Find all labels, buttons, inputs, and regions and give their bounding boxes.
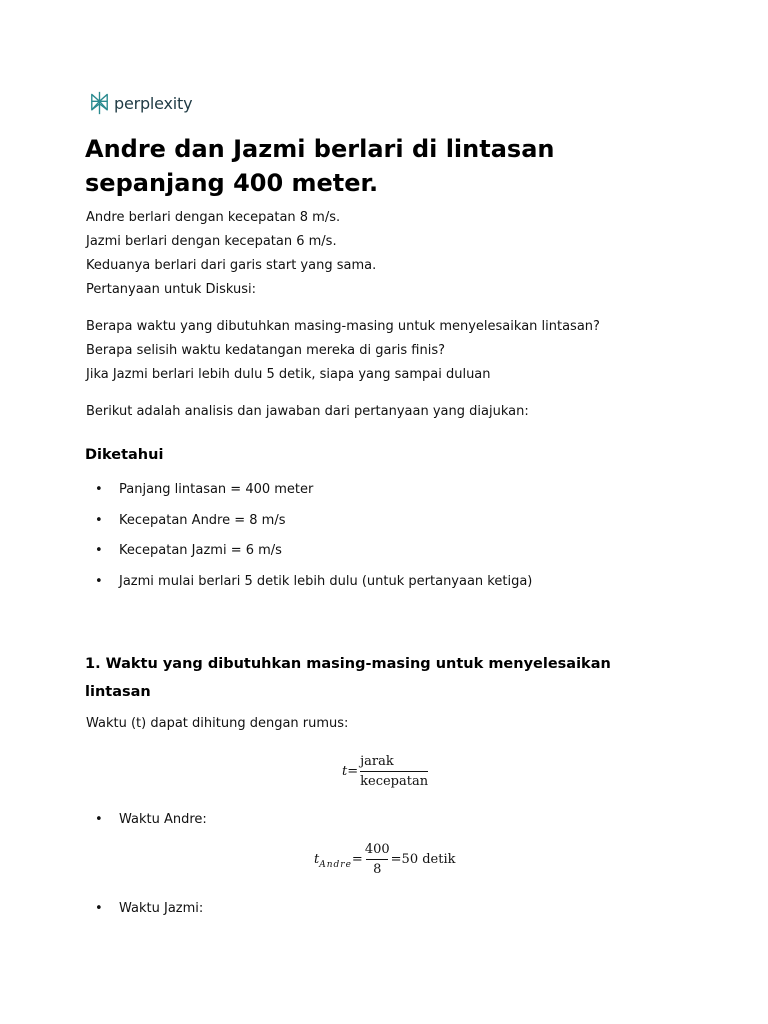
list-item: • Kecepatan Jazmi = 6 m/s bbox=[85, 541, 532, 572]
intro-line: Pertanyaan untuk Diskusi: bbox=[86, 282, 257, 297]
question-line: Jika Jazmi berlari lebih dulu 5 detik, siapa yang sampai duluan bbox=[86, 367, 491, 382]
question-line: Berapa waktu yang dibutuhkan masing-masing untuk menyelesaikan lintasan? bbox=[86, 319, 600, 334]
formula-eq: = bbox=[347, 764, 359, 779]
logo-text: perplexity bbox=[114, 93, 193, 113]
known-list bbox=[85, 480, 532, 602]
formula-intro-text: Waktu (t) dapat dihitung dengan rumus: bbox=[86, 716, 349, 731]
document-title: Andre dan Jazmi berlari di lintasan sepanjang 400 meter. bbox=[85, 135, 555, 197]
andre-list bbox=[85, 810, 207, 841]
analysis-intro-text: Berikut adalah analisis dan jawaban dari pertanyaan yang diajukan: bbox=[86, 404, 529, 419]
andre-time-formula bbox=[314, 842, 456, 877]
formula-lhs: t bbox=[342, 764, 348, 779]
intro-line: Jazmi berlari dengan kecepatan 6 m/s. bbox=[86, 234, 337, 249]
analysis-intro bbox=[86, 400, 529, 424]
formula-fraction bbox=[360, 754, 428, 789]
formula-intro bbox=[86, 712, 348, 736]
time-formula bbox=[342, 754, 428, 789]
intro-line: Andre berlari dengan kecepatan 8 m/s. bbox=[86, 210, 341, 225]
fraction-denominator: 8 bbox=[366, 859, 388, 877]
fraction-numerator: 400 bbox=[364, 842, 390, 857]
intro-paragraph bbox=[86, 206, 376, 302]
question-line: Berapa selisih waktu kedatangan mereka di garis finis? bbox=[86, 343, 446, 358]
list-item: • Waktu Jazmi: bbox=[85, 899, 203, 930]
formula-fraction bbox=[365, 842, 390, 877]
formula-result: =50 detik bbox=[390, 852, 456, 867]
jazmi-list bbox=[85, 899, 203, 930]
perplexity-logo bbox=[89, 90, 192, 116]
list-item: • Kecepatan Andre = 8 m/s bbox=[85, 511, 532, 542]
perplexity-logo-icon bbox=[89, 91, 110, 115]
list-item: • Waktu Andre: bbox=[85, 810, 207, 841]
formula-subscript: Andre bbox=[319, 859, 352, 870]
formula-lhs: t bbox=[314, 852, 320, 867]
intro-line: Keduanya berlari dari garis start yang sama. bbox=[86, 258, 377, 273]
known-heading: Diketahui bbox=[85, 447, 164, 463]
list-item: • Panjang lintasan = 400 meter bbox=[85, 480, 532, 511]
formula-eq: = bbox=[351, 852, 363, 867]
section1-heading: 1. Waktu yang dibutuhkan masing-masing untuk menyelesaikan lintasan bbox=[85, 656, 611, 700]
fraction-denominator: kecepatan bbox=[360, 771, 428, 789]
questions-paragraph bbox=[86, 315, 600, 387]
fraction-numerator: jarak bbox=[360, 754, 394, 769]
list-item: • Jazmi mulai berlari 5 detik lebih dulu (untuk pertanyaan ketiga) bbox=[85, 572, 532, 603]
